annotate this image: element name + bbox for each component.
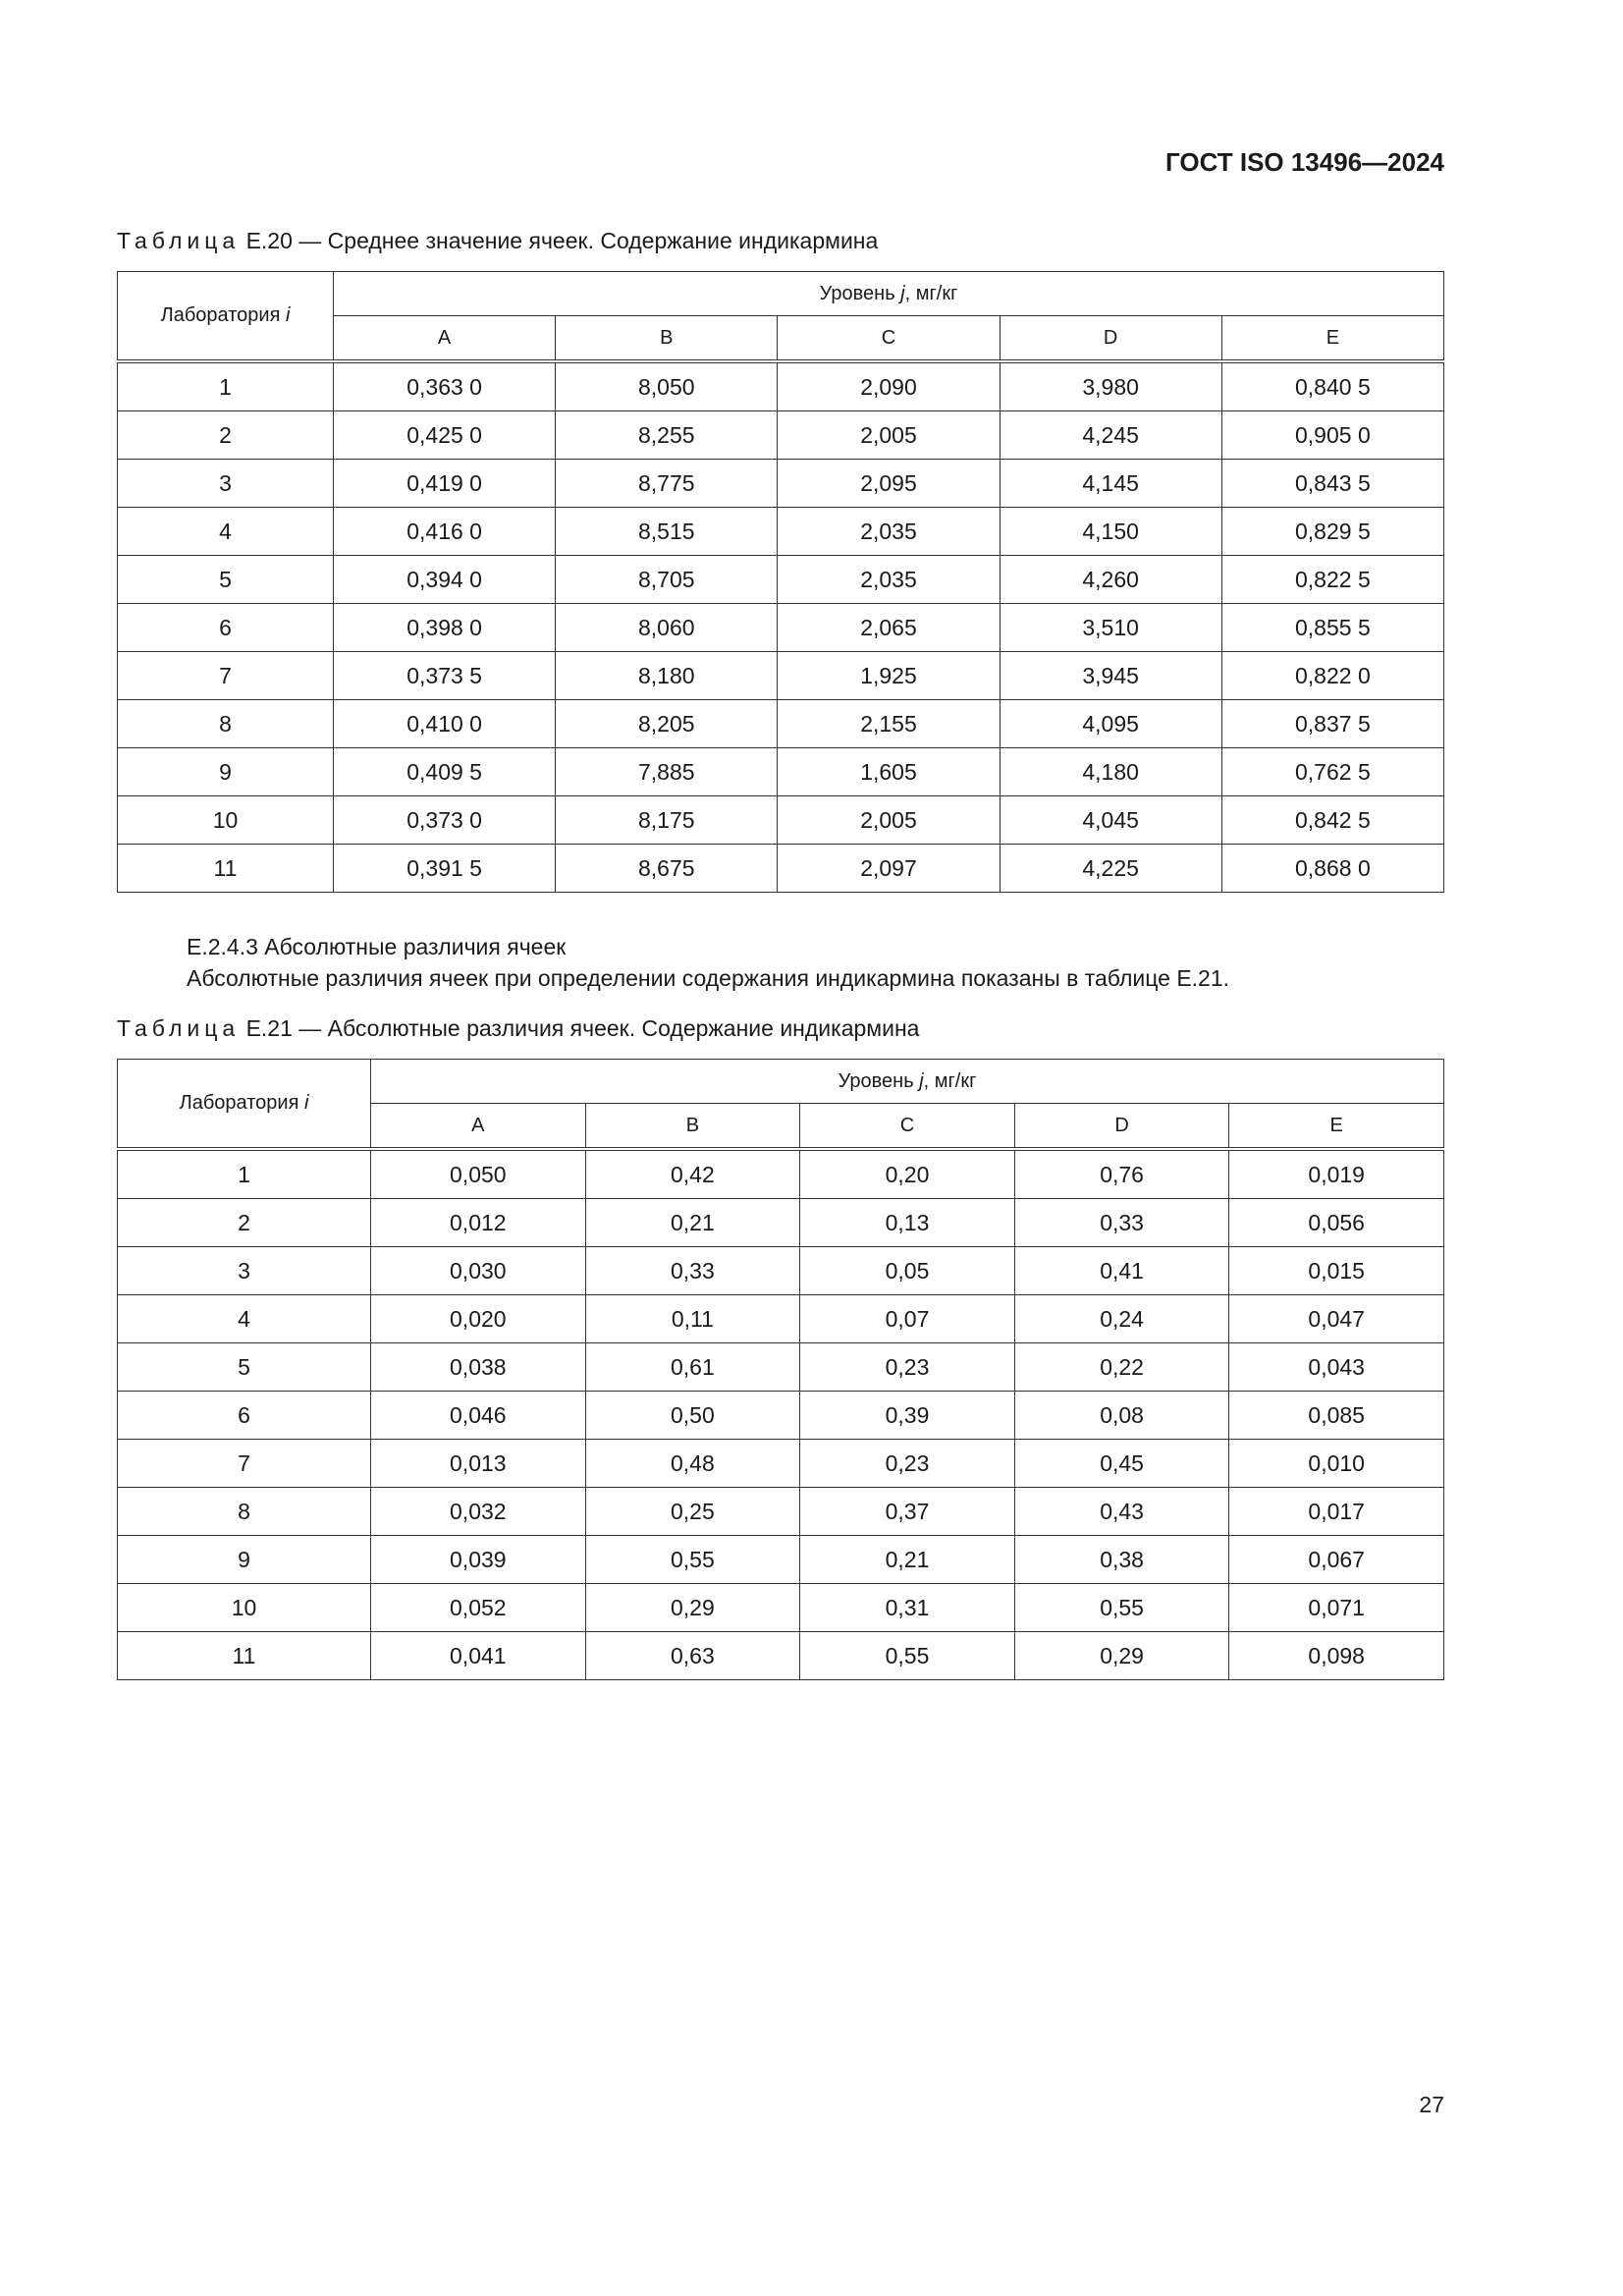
value-cell: 2,095 — [778, 460, 1000, 508]
column-header: C — [800, 1104, 1015, 1150]
value-cell: 0,23 — [800, 1343, 1015, 1392]
value-cell: 0,868 0 — [1221, 845, 1443, 893]
value-cell: 4,145 — [1000, 460, 1221, 508]
value-cell: 0,012 — [371, 1199, 586, 1247]
value-cell: 0,373 5 — [334, 652, 556, 700]
column-header: A — [334, 316, 556, 362]
lab-cell: 11 — [118, 1632, 371, 1680]
value-cell: 8,675 — [556, 845, 778, 893]
lab-cell: 10 — [118, 1584, 371, 1632]
lab-cell: 11 — [118, 845, 334, 893]
lab-cell: 3 — [118, 460, 334, 508]
table-row — [118, 1632, 1444, 1680]
lab-cell: 5 — [118, 1343, 371, 1392]
value-cell: 0,13 — [800, 1199, 1015, 1247]
table-row — [118, 411, 1444, 460]
lab-cell: 6 — [118, 604, 334, 652]
value-cell: 0,55 — [800, 1632, 1015, 1680]
value-cell: 0,020 — [371, 1295, 586, 1343]
lab-cell: 3 — [118, 1247, 371, 1295]
value-cell: 0,38 — [1014, 1536, 1229, 1584]
value-cell: 0,425 0 — [334, 411, 556, 460]
value-cell: 0,33 — [585, 1247, 800, 1295]
lab-cell: 9 — [118, 1536, 371, 1584]
value-cell: 0,071 — [1229, 1584, 1444, 1632]
value-cell: 0,067 — [1229, 1536, 1444, 1584]
value-cell: 0,050 — [371, 1149, 586, 1199]
value-cell: 0,419 0 — [334, 460, 556, 508]
lab-cell: 9 — [118, 748, 334, 796]
value-cell: 0,22 — [1014, 1343, 1229, 1392]
value-cell: 0,394 0 — [334, 556, 556, 604]
table-row — [118, 460, 1444, 508]
value-cell: 8,180 — [556, 652, 778, 700]
value-cell: 0,039 — [371, 1536, 586, 1584]
value-cell: 0,010 — [1229, 1440, 1444, 1488]
level-header-unit: , мг/кг — [904, 282, 958, 304]
column-header: D — [1014, 1104, 1229, 1150]
lab-cell: 8 — [118, 700, 334, 748]
lab-cell: 2 — [118, 1199, 371, 1247]
document-code: ГОСТ ISO 13496—2024 — [1164, 147, 1444, 177]
section-block — [187, 931, 1229, 994]
table-row — [118, 1199, 1444, 1247]
value-cell: 0,48 — [585, 1440, 800, 1488]
lab-header-var: i — [303, 1092, 309, 1114]
table-row — [118, 1488, 1444, 1536]
value-cell: 4,150 — [1000, 508, 1221, 556]
value-cell: 0,098 — [1229, 1632, 1444, 1680]
value-cell: 0,829 5 — [1221, 508, 1443, 556]
value-cell: 0,76 — [1014, 1149, 1229, 1199]
value-cell: 0,410 0 — [334, 700, 556, 748]
value-cell: 0,373 0 — [334, 796, 556, 845]
lab-cell: 5 — [118, 556, 334, 604]
table-row — [118, 1343, 1444, 1392]
table-e20-caption — [117, 228, 878, 254]
table-row — [118, 845, 1444, 893]
value-cell: 4,095 — [1000, 700, 1221, 748]
value-cell: 0,50 — [585, 1392, 800, 1440]
value-cell: 0,822 0 — [1221, 652, 1443, 700]
value-cell: 0,905 0 — [1221, 411, 1443, 460]
lab-cell: 4 — [118, 1295, 371, 1343]
value-cell: 0,07 — [800, 1295, 1015, 1343]
level-header-var: j — [919, 1069, 924, 1092]
value-cell: 0,840 5 — [1221, 361, 1443, 411]
value-cell: 4,245 — [1000, 411, 1221, 460]
value-cell: 8,175 — [556, 796, 778, 845]
value-cell: 0,37 — [800, 1488, 1015, 1536]
table-e21-caption-text: E.21 — Абсолютные различия ячеек. Содержание индикармина — [245, 1015, 920, 1041]
lab-cell: 6 — [118, 1392, 371, 1440]
value-cell: 0,041 — [371, 1632, 586, 1680]
value-cell: 4,260 — [1000, 556, 1221, 604]
value-cell: 3,980 — [1000, 361, 1221, 411]
value-cell: 0,015 — [1229, 1247, 1444, 1295]
value-cell: 0,63 — [585, 1632, 800, 1680]
value-cell: 0,032 — [371, 1488, 586, 1536]
value-cell: 0,42 — [585, 1149, 800, 1199]
value-cell: 0,391 5 — [334, 845, 556, 893]
value-cell: 8,205 — [556, 700, 778, 748]
value-cell: 0,837 5 — [1221, 700, 1443, 748]
column-header: E — [1229, 1104, 1444, 1150]
value-cell: 8,255 — [556, 411, 778, 460]
value-cell: 2,035 — [778, 556, 1000, 604]
value-cell: 0,398 0 — [334, 604, 556, 652]
lab-header — [118, 1060, 371, 1150]
value-cell: 8,775 — [556, 460, 778, 508]
value-cell: 0,29 — [585, 1584, 800, 1632]
lab-cell: 1 — [118, 361, 334, 411]
value-cell: 0,363 0 — [334, 361, 556, 411]
lab-cell: 1 — [118, 1149, 371, 1199]
lab-header-var: i — [285, 304, 291, 326]
table-row — [118, 508, 1444, 556]
value-cell: 2,097 — [778, 845, 1000, 893]
value-cell: 0,046 — [371, 1392, 586, 1440]
value-cell: 7,885 — [556, 748, 778, 796]
value-cell: 0,043 — [1229, 1343, 1444, 1392]
value-cell: 0,843 5 — [1221, 460, 1443, 508]
table-e21-caption — [117, 1015, 919, 1042]
value-cell: 0,45 — [1014, 1440, 1229, 1488]
table-e20 — [117, 271, 1444, 893]
section-body: Абсолютные различия ячеек при определении содержания индикармина показаны в таблице E.21. — [187, 965, 1230, 991]
value-cell: 0,05 — [800, 1247, 1015, 1295]
column-header: A — [371, 1104, 586, 1150]
table-row — [118, 1392, 1444, 1440]
level-header — [334, 272, 1444, 316]
value-cell: 2,005 — [778, 411, 1000, 460]
lab-cell: 10 — [118, 796, 334, 845]
value-cell: 0,030 — [371, 1247, 586, 1295]
table-row — [118, 1536, 1444, 1584]
value-cell: 0,047 — [1229, 1295, 1444, 1343]
table-row — [118, 1584, 1444, 1632]
value-cell: 0,08 — [1014, 1392, 1229, 1440]
value-cell: 0,762 5 — [1221, 748, 1443, 796]
value-cell: 1,605 — [778, 748, 1000, 796]
value-cell: 0,019 — [1229, 1149, 1444, 1199]
value-cell: 0,013 — [371, 1440, 586, 1488]
value-cell: 0,017 — [1229, 1488, 1444, 1536]
table-row — [118, 1149, 1444, 1199]
section-heading: E.2.4.3 Абсолютные различия ячеек — [187, 934, 567, 959]
value-cell: 2,155 — [778, 700, 1000, 748]
table-e20-body — [118, 361, 1444, 893]
value-cell: 0,29 — [1014, 1632, 1229, 1680]
level-header-text: Уровень — [819, 282, 895, 304]
value-cell: 0,052 — [371, 1584, 586, 1632]
table-row — [118, 748, 1444, 796]
value-cell: 8,515 — [556, 508, 778, 556]
lab-cell: 8 — [118, 1488, 371, 1536]
value-cell: 0,842 5 — [1221, 796, 1443, 845]
value-cell: 0,31 — [800, 1584, 1015, 1632]
lab-cell: 4 — [118, 508, 334, 556]
value-cell: 0,55 — [585, 1536, 800, 1584]
level-header — [371, 1060, 1444, 1104]
value-cell: 3,510 — [1000, 604, 1221, 652]
lab-cell: 2 — [118, 411, 334, 460]
value-cell: 0,11 — [585, 1295, 800, 1343]
value-cell: 0,39 — [800, 1392, 1015, 1440]
value-cell: 2,065 — [778, 604, 1000, 652]
value-cell: 2,005 — [778, 796, 1000, 845]
value-cell: 0,056 — [1229, 1199, 1444, 1247]
value-cell: 2,035 — [778, 508, 1000, 556]
column-header: B — [585, 1104, 800, 1150]
value-cell: 0,25 — [585, 1488, 800, 1536]
column-header: E — [1221, 316, 1443, 362]
table-e20-caption-prefix: Таблица — [117, 228, 241, 253]
column-header: B — [556, 316, 778, 362]
table-e21 — [117, 1059, 1444, 1680]
table-row — [118, 556, 1444, 604]
table-e21-caption-prefix: Таблица — [117, 1015, 241, 1041]
level-header-unit: , мг/кг — [923, 1069, 977, 1092]
value-cell: 4,225 — [1000, 845, 1221, 893]
table-e21-body — [118, 1149, 1444, 1680]
value-cell: 0,822 5 — [1221, 556, 1443, 604]
value-cell: 0,55 — [1014, 1584, 1229, 1632]
table-row — [118, 604, 1444, 652]
value-cell: 2,090 — [778, 361, 1000, 411]
table-row — [118, 700, 1444, 748]
value-cell: 0,61 — [585, 1343, 800, 1392]
value-cell: 0,23 — [800, 1440, 1015, 1488]
value-cell: 0,33 — [1014, 1199, 1229, 1247]
value-cell: 0,416 0 — [334, 508, 556, 556]
lab-header — [118, 272, 334, 362]
column-header: C — [778, 316, 1000, 362]
lab-header-text: Лаборатория — [160, 304, 281, 326]
table-row — [118, 796, 1444, 845]
value-cell: 0,20 — [800, 1149, 1015, 1199]
table-row — [118, 1247, 1444, 1295]
table-row — [118, 652, 1444, 700]
column-header: D — [1000, 316, 1221, 362]
table-row — [118, 1440, 1444, 1488]
lab-header-text: Лаборатория — [179, 1092, 299, 1114]
value-cell: 0,24 — [1014, 1295, 1229, 1343]
value-cell: 0,43 — [1014, 1488, 1229, 1536]
value-cell: 0,038 — [371, 1343, 586, 1392]
value-cell: 4,045 — [1000, 796, 1221, 845]
table-e20-caption-text: E.20 — Среднее значение ячеек. Содержание индикармина — [245, 228, 879, 253]
value-cell: 4,180 — [1000, 748, 1221, 796]
value-cell: 0,41 — [1014, 1247, 1229, 1295]
value-cell: 3,945 — [1000, 652, 1221, 700]
value-cell: 8,050 — [556, 361, 778, 411]
value-cell: 0,855 5 — [1221, 604, 1443, 652]
value-cell: 0,21 — [800, 1536, 1015, 1584]
page-number: 27 — [1419, 2092, 1444, 2117]
value-cell: 0,085 — [1229, 1392, 1444, 1440]
value-cell: 0,21 — [585, 1199, 800, 1247]
lab-cell: 7 — [118, 652, 334, 700]
lab-cell: 7 — [118, 1440, 371, 1488]
table-row — [118, 1295, 1444, 1343]
level-header-text: Уровень — [838, 1069, 914, 1092]
value-cell: 8,705 — [556, 556, 778, 604]
value-cell: 1,925 — [778, 652, 1000, 700]
value-cell: 0,409 5 — [334, 748, 556, 796]
level-header-var: j — [900, 282, 905, 304]
table-row — [118, 361, 1444, 411]
value-cell: 8,060 — [556, 604, 778, 652]
